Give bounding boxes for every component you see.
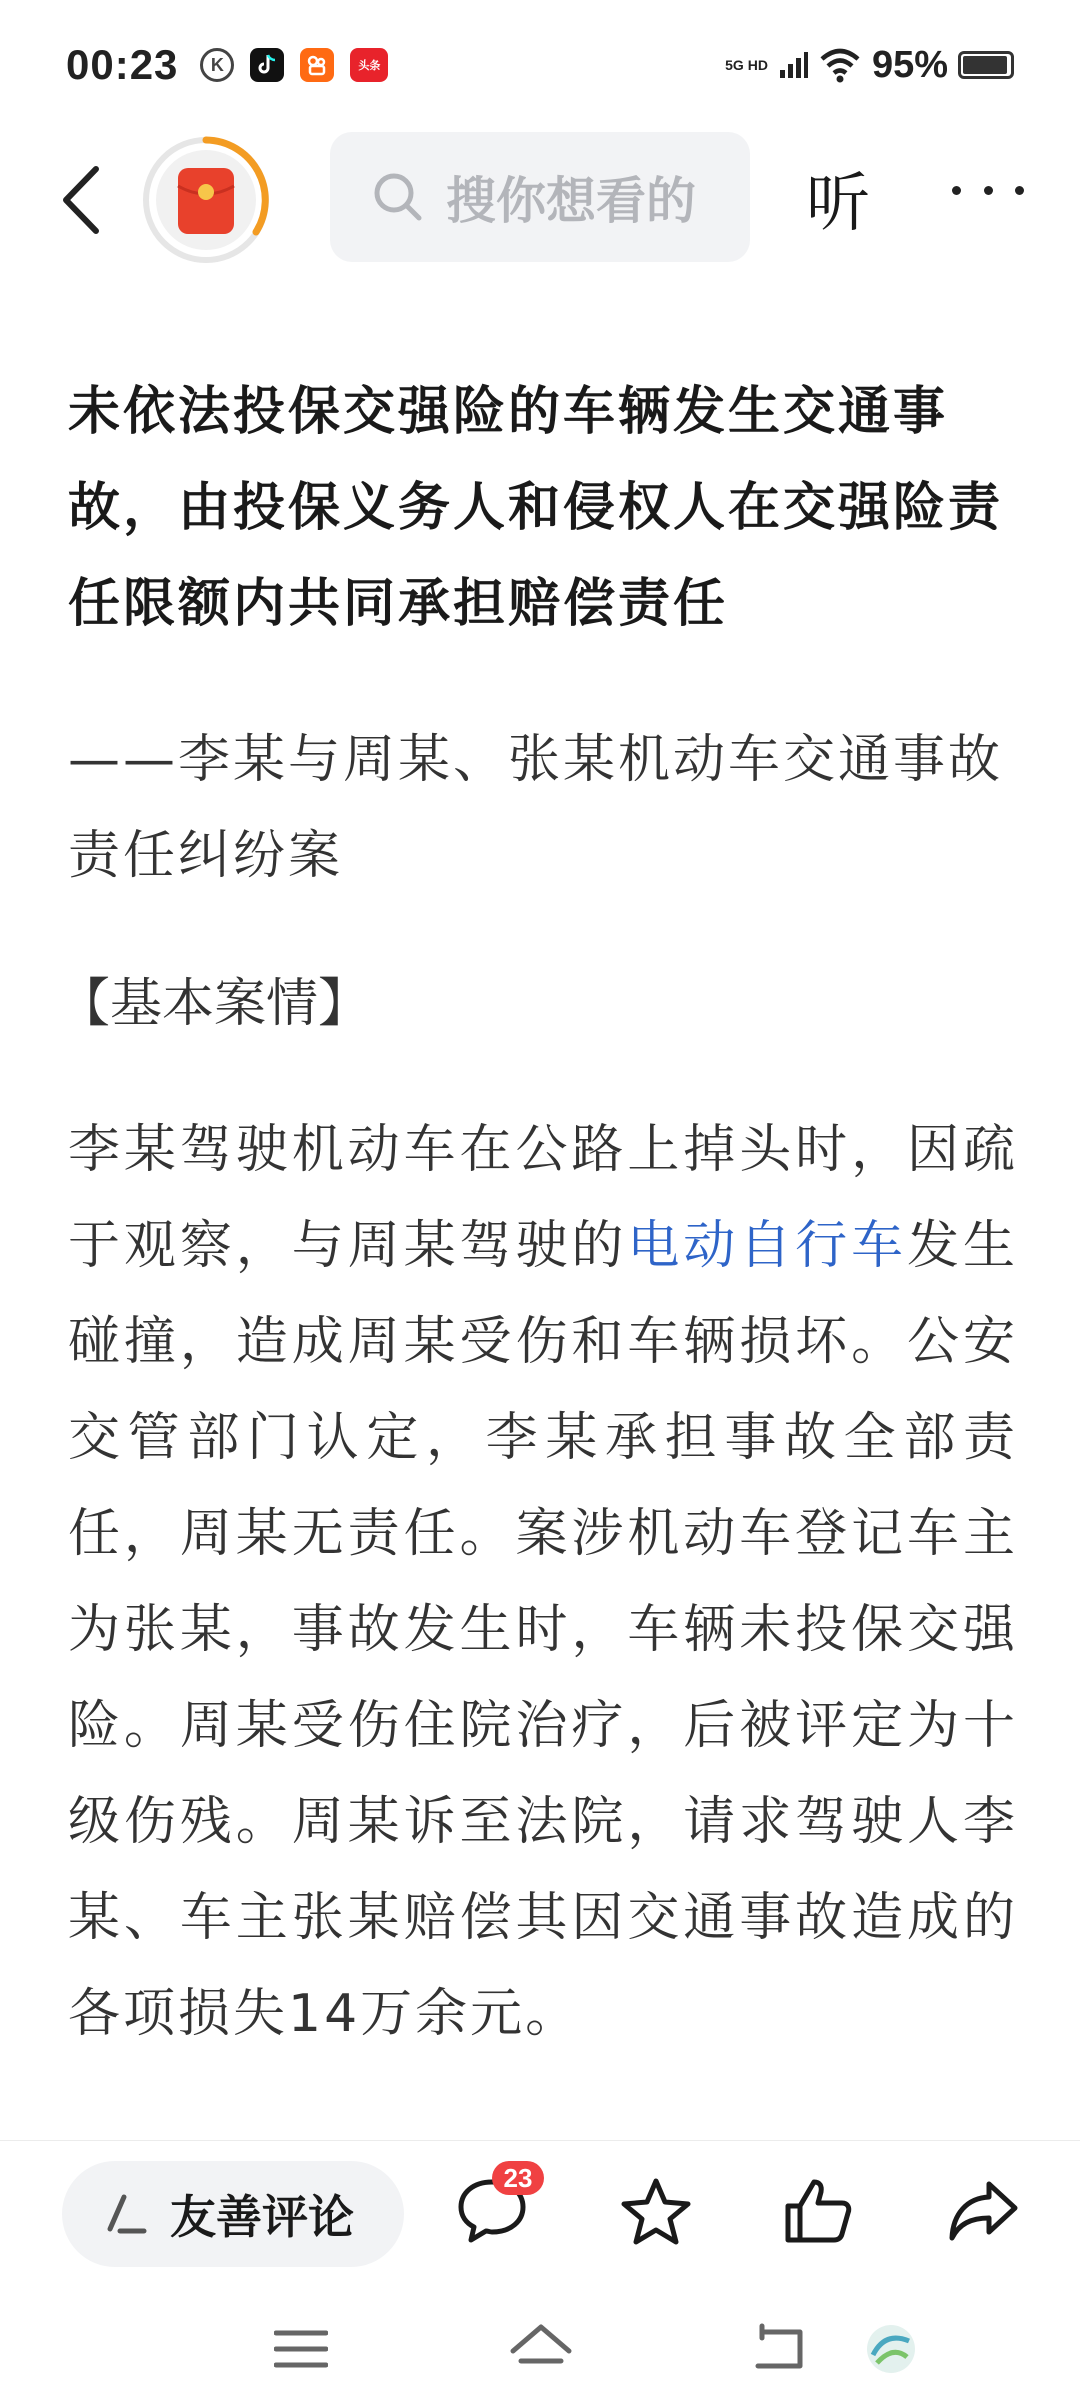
assistant-button[interactable] bbox=[856, 2314, 926, 2384]
notification-icons bbox=[200, 48, 388, 82]
status-bar bbox=[0, 0, 1080, 130]
listen-button[interactable]: 听 bbox=[806, 167, 870, 241]
article-body bbox=[68, 1102, 1018, 2062]
comment-count-badge: 23 bbox=[492, 2161, 544, 2195]
home-button[interactable] bbox=[506, 2314, 576, 2384]
thumbs-up-icon bbox=[782, 2176, 854, 2246]
system-nav-bar bbox=[0, 2290, 1080, 2408]
battery-level bbox=[963, 56, 1007, 74]
more-dot-icon bbox=[984, 186, 993, 195]
search-box[interactable] bbox=[330, 132, 750, 262]
battery-icon bbox=[958, 51, 1014, 79]
signal-icon bbox=[778, 50, 808, 80]
bottom-action-bar bbox=[0, 2140, 1080, 2290]
toutiao-icon: 头条 bbox=[350, 48, 388, 82]
body-text-part: 发生碰撞，造成周某受伤和车辆损坏。公安交管部门认定，李某承担事故全部责任，周某无责任。案涉机动车登记车主为张某，事故发生时，车辆未投保交强险。周某受伤住院治疗，后被评定为十级伤残。周某诉至法院，请求驾驶人李某、车主张某赔偿其因交通事故造成的各项损失14万余元。 bbox=[68, 1216, 1018, 2044]
assistant-logo-icon bbox=[863, 2321, 919, 2377]
kuaishou-icon bbox=[300, 48, 334, 82]
home-icon bbox=[509, 2321, 573, 2377]
back-nav-button[interactable] bbox=[746, 2314, 816, 2384]
e-bike-link[interactable]: 电动自行车 bbox=[627, 1216, 908, 1276]
back-button[interactable] bbox=[50, 160, 110, 240]
tiktok-icon bbox=[250, 48, 284, 82]
star-icon bbox=[620, 2176, 692, 2246]
more-dot-icon bbox=[952, 186, 961, 195]
pen-icon bbox=[102, 2191, 148, 2237]
like-button[interactable] bbox=[778, 2171, 858, 2251]
comment-label: 友善评论 bbox=[170, 2190, 354, 2244]
red-packet-icon bbox=[138, 132, 274, 268]
comment-input-button[interactable] bbox=[62, 2161, 404, 2267]
k-app-icon: K bbox=[200, 48, 234, 82]
return-icon bbox=[752, 2322, 810, 2376]
comments-button[interactable] bbox=[452, 2162, 533, 2251]
search-placeholder: 搜你想看的 bbox=[446, 172, 696, 230]
favorite-button[interactable] bbox=[616, 2171, 696, 2251]
body-text-part: 李某驾驶机动车在公路上掉头时，因疏于观察，与周某驾驶的 bbox=[68, 1120, 1018, 1276]
red-packet-button[interactable] bbox=[138, 132, 274, 268]
top-bar bbox=[0, 130, 1080, 270]
share-button[interactable] bbox=[944, 2171, 1024, 2251]
wifi-icon bbox=[818, 47, 862, 83]
section-title: 【基本案情】 bbox=[58, 974, 371, 1034]
chevron-left-icon bbox=[58, 165, 102, 235]
article-headline: 未依法投保交强险的车辆发生交通事故，由投保义务人和侵权人在交强险责任限额内共同承担赔偿责任 bbox=[68, 382, 1004, 634]
network-label: 5G HD bbox=[725, 56, 768, 73]
clock: 00:23 bbox=[66, 41, 179, 88]
share-arrow-icon bbox=[947, 2176, 1021, 2246]
more-options-button[interactable] bbox=[952, 170, 1024, 210]
more-dot-icon bbox=[1015, 186, 1024, 195]
menu-button[interactable] bbox=[266, 2314, 336, 2384]
battery-percent: 95% bbox=[871, 43, 948, 86]
system-status bbox=[725, 44, 1014, 87]
search-icon bbox=[372, 171, 424, 223]
menu-icon bbox=[274, 2327, 328, 2371]
article-subtitle: ——李某与周某、张某机动车交通事故责任纠纷案 bbox=[68, 730, 1004, 886]
article bbox=[58, 364, 1018, 2062]
